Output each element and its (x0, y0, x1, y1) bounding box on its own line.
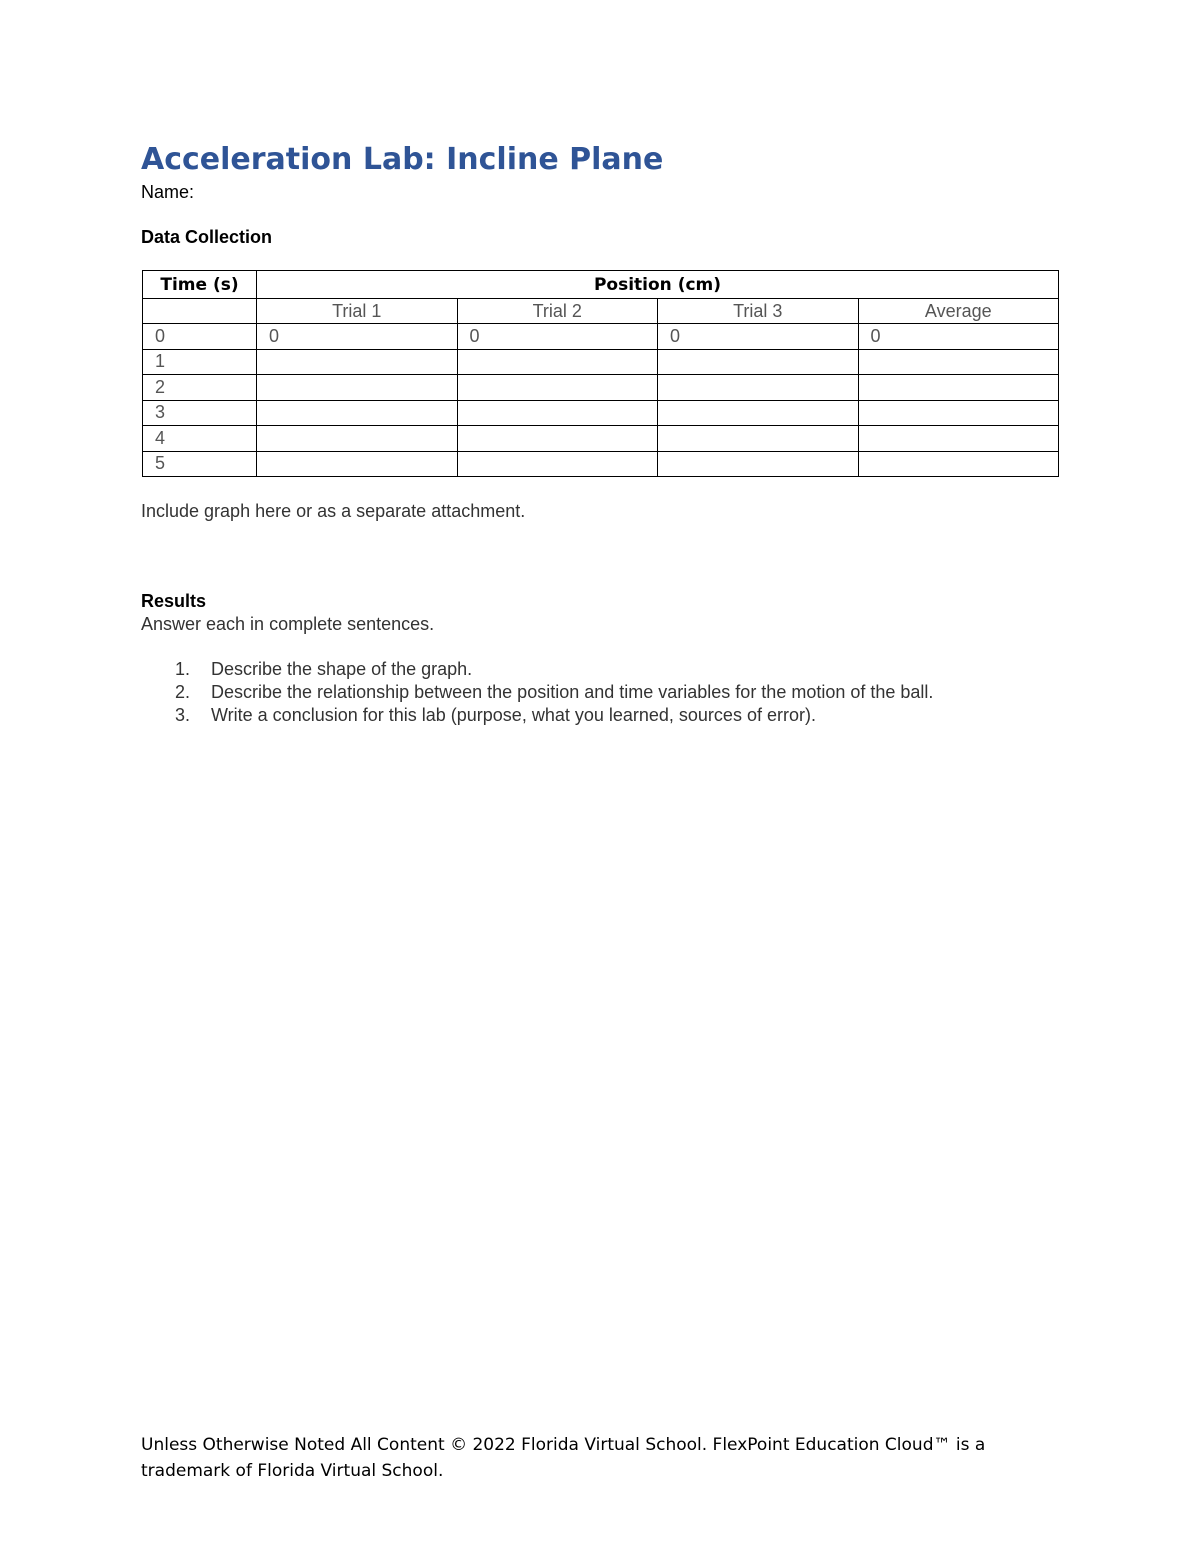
average-cell (858, 426, 1059, 452)
data-collection-heading: Data Collection (141, 227, 273, 247)
question-list (141, 658, 933, 727)
average-cell (858, 349, 1059, 375)
table-row (143, 426, 1059, 452)
table-header-row (143, 271, 1059, 299)
page-title: Acceleration Lab: Incline Plane (141, 142, 664, 177)
trial-3-cell: 0 (658, 324, 859, 350)
time-cell: 1 (143, 349, 257, 375)
trial-2-cell: 0 (457, 324, 658, 350)
question-number: 3. (175, 705, 191, 725)
trial-1-cell: 0 (257, 324, 458, 350)
table-row (143, 324, 1059, 350)
question-text: Describe the shape of the graph. (211, 659, 473, 679)
average-cell (858, 375, 1059, 401)
trial-3-cell (658, 426, 859, 452)
table-row (143, 375, 1059, 401)
copyright-footer: Unless Otherwise Noted All Content © 2022 Florida Virtual School. FlexPoint Education Cloud™ is a trademark of Florida Virtual School. (141, 1435, 986, 1481)
empty-subheader-cell (143, 299, 257, 324)
graph-instruction: Include graph here or as a separate attachment. (141, 501, 526, 521)
trial-1-cell (257, 400, 458, 426)
question-number: 1. (175, 659, 191, 679)
data-table (142, 270, 1059, 477)
trial-2-cell (457, 375, 658, 401)
name-label: Name: (141, 182, 195, 202)
trial-2-cell (457, 426, 658, 452)
table-row (143, 451, 1059, 477)
time-cell: 5 (143, 451, 257, 477)
question-text: Describe the relationship between the position and time variables for the motion of the ball. (211, 682, 934, 702)
results-instruction: Answer each in complete sentences. (141, 614, 435, 634)
trial-1-cell (257, 349, 458, 375)
average-cell (858, 451, 1059, 477)
trial-3-cell (658, 451, 859, 477)
trial-3-header: Trial 3 (658, 299, 859, 324)
trial-1-cell (257, 451, 458, 477)
average-cell (858, 400, 1059, 426)
average-cell: 0 (858, 324, 1059, 350)
table-row (143, 349, 1059, 375)
trial-2-header: Trial 2 (457, 299, 658, 324)
results-heading: Results (141, 591, 207, 611)
time-cell: 2 (143, 375, 257, 401)
position-header: Position (cm) (257, 271, 1059, 299)
question-text: Write a conclusion for this lab (purpose, what you learned, sources of error). (211, 705, 816, 725)
list-item (141, 658, 933, 681)
trial-1-cell (257, 375, 458, 401)
trial-3-cell (658, 349, 859, 375)
time-header: Time (s) (143, 271, 257, 299)
trial-1-header: Trial 1 (257, 299, 458, 324)
time-cell: 0 (143, 324, 257, 350)
list-item (141, 704, 933, 727)
list-item (141, 681, 933, 704)
trial-3-cell (658, 375, 859, 401)
time-cell: 3 (143, 400, 257, 426)
table-subheader-row (143, 299, 1059, 324)
trial-3-cell (658, 400, 859, 426)
trial-2-cell (457, 400, 658, 426)
trial-2-cell (457, 349, 658, 375)
trial-2-cell (457, 451, 658, 477)
average-header: Average (858, 299, 1059, 324)
trial-1-cell (257, 426, 458, 452)
time-cell: 4 (143, 426, 257, 452)
table-row (143, 400, 1059, 426)
question-number: 2. (175, 682, 191, 702)
